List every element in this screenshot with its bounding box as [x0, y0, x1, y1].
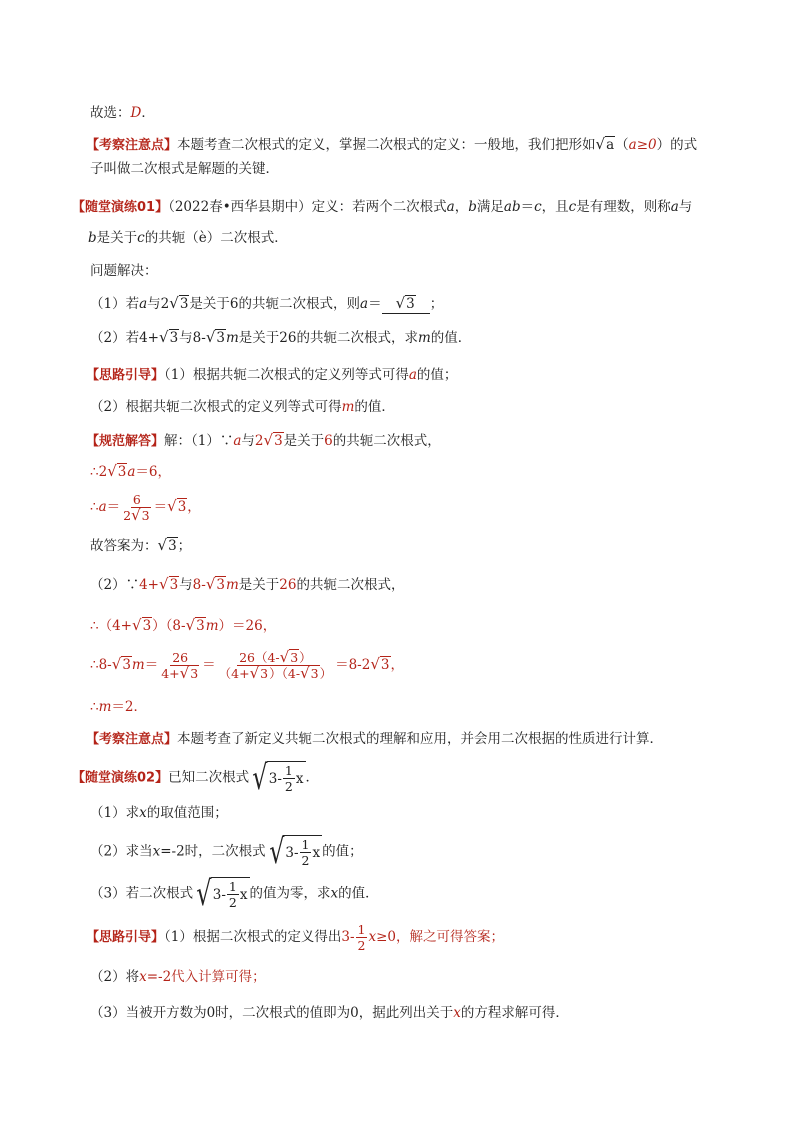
line-think-1: 【思路引导】（1）根据共轭二次根式的定义列等式可得a的值；: [86, 367, 458, 383]
answer-letter: D: [130, 105, 142, 121]
line-solution-1: 【规范解答】解：（1）∵a与2√3是关于6的共轭二次根式，: [86, 431, 441, 449]
line-think-2: （2）根据共轭二次根式的定义列等式可得m的值．: [90, 399, 395, 415]
line-p2-think-3: （3）当被开方数为0时，二次根式的值即为0，据此列出关于x的方程求解可得．: [90, 1005, 569, 1021]
line-solution-7: ∴8-√3m＝ $\frac{26}{4+√3}$ ＝ $\frac{26(4-√3)}{(4+√3)(4-√3)}$ ＝8-2√3，: [90, 648, 404, 682]
tag-think: 【思路引导】: [86, 368, 165, 383]
line-problem-1-b: b是关于c的共轭（è）二次根式．: [88, 230, 288, 246]
radical-expression: √ 3- $\frac{1}{2}$ x: [268, 832, 321, 872]
line-solution-8: ∴m＝2．: [90, 699, 147, 715]
sqrt-a: √a: [595, 135, 615, 153]
tag-solution: 【规范解答】: [86, 434, 165, 449]
line-note-2-full: 【考察注意点】本题考查了新定义共轭二次根式的理解和应用，并会用二次根据的性质进行计算．: [86, 731, 664, 747]
fraction: $\frac{6}{2√3}$: [123, 492, 150, 524]
line-answer-choice: 故选：D．: [90, 105, 155, 121]
radical-expression: √ 3- $\frac{1}{2}$ x: [196, 874, 248, 914]
tag-think: 【思路引导】: [86, 930, 165, 945]
line-p2-q1: （1）求x的取值范围；: [90, 805, 228, 821]
line-problem-solving: 问题解决：: [90, 263, 158, 279]
line-p2-think-2: （2）将x=-2代入计算可得；: [90, 969, 266, 985]
line-solution-2: ∴2√3a＝6，: [90, 462, 171, 480]
tag-practice-02: 【随堂演练02】: [72, 770, 169, 786]
tag-practice-01: 【随堂演练01】: [72, 200, 169, 215]
line-p2-q3: （3）若二次根式 √ 3- $\frac{1}{2}$ x 的值为零，求x的值．: [90, 874, 379, 914]
line-problem-1-a: 【随堂演练01】（2022春•西华县期中）定义：若两个二次根式a，b满足ab＝c，且c是有理数，则称a与: [72, 199, 693, 215]
line-p2-think-1: 【思路引导】（1）根据二次根式的定义得出3- $\frac{1}{2}$ x≥0，解之可得答案；: [86, 922, 504, 953]
tag-note: 【考察注意点】: [86, 732, 178, 747]
line-solution-5: （2）∵4+√3与8-√3m是关于26的共轭二次根式，: [90, 575, 405, 593]
fraction: $\frac{26(4-√3)}{(4+√3)(4-√3)}$: [218, 648, 333, 682]
tag-note: 【考察注意点】: [86, 138, 178, 153]
line-p2-q2: （2）求当x=-2时，二次根式 √ 3- $\frac{1}{2}$ x 的值；: [90, 832, 363, 872]
line-note-1: 【考察注意点】本题考查二次根式的定义，掌握二次根式的定义：一般地，我们把形如√a（a≥0）的式: [86, 135, 698, 153]
answer-blank: √3: [382, 294, 430, 314]
line-question-2: （2）若4+√3与8-√3m是关于26的共轭二次根式，求m的值．: [90, 328, 472, 346]
line-note-2: 子叫做二次根式是解题的关键．: [90, 161, 279, 177]
line-solution-3: ∴a＝ $\frac{6}{2√3}$ ＝√3，: [90, 492, 201, 524]
fraction: $\frac{26}{4+√3}$: [161, 650, 199, 682]
line-question-1: （1）若a与2√3是关于6的共轭二次根式，则a＝ √3 ；: [90, 294, 444, 312]
line-solution-4: 故答案为：√3；: [90, 536, 192, 554]
line-solution-6: ∴（4+√3）（8-√3m）＝26，: [90, 616, 277, 634]
radical-expression: √ 3- $\frac{1}{2}$ x: [252, 758, 304, 798]
line-problem-2: 【随堂演练02】已知二次根式 √ 3- $\frac{1}{2}$ x ．: [72, 758, 319, 798]
